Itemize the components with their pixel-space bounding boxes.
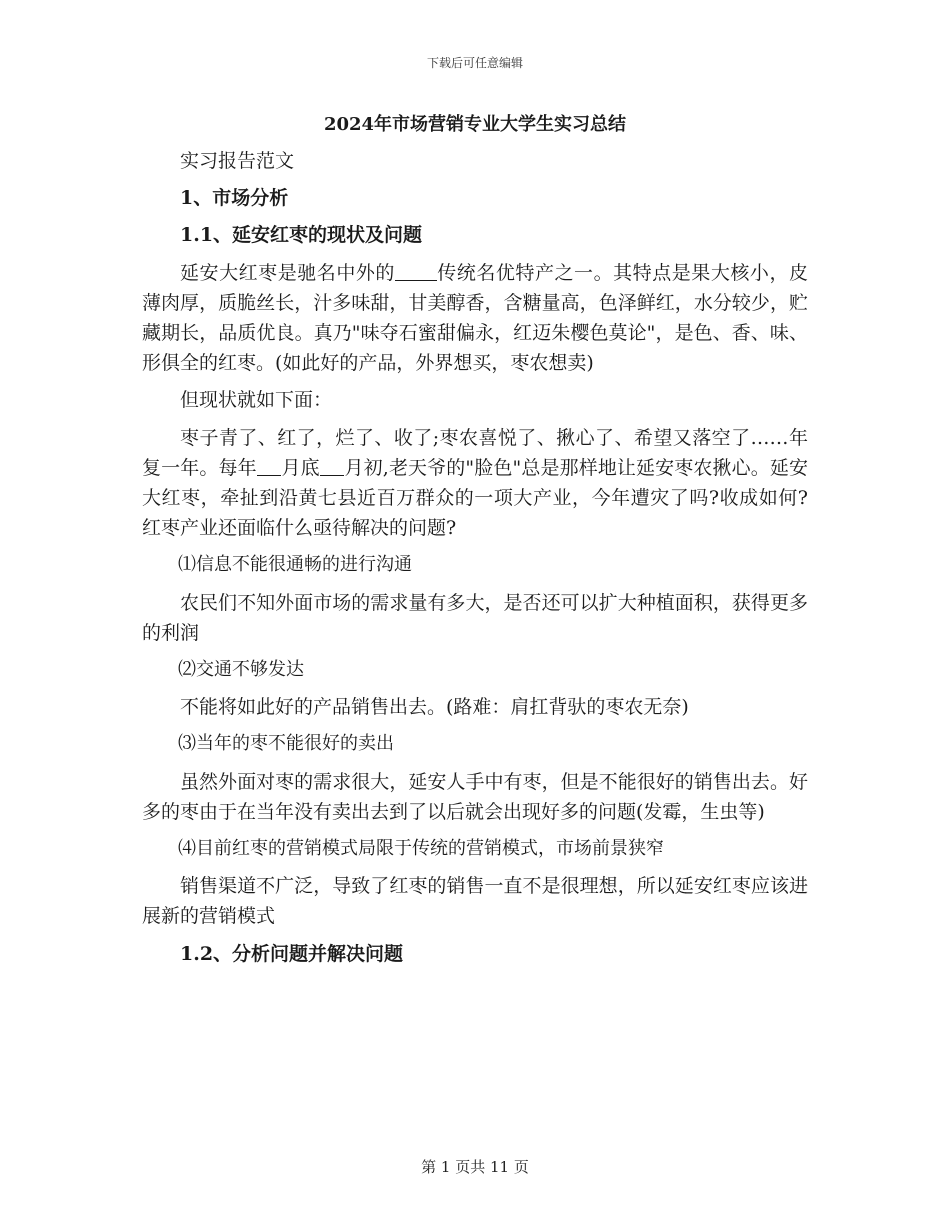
paragraph-status-part-b: 月底 xyxy=(281,456,320,479)
fill-in-blank xyxy=(395,261,437,281)
paragraph-status-lead: 但现状就如下面： xyxy=(180,389,333,412)
fill-in-blank xyxy=(320,456,345,476)
paragraph-intro xyxy=(142,258,808,379)
problem-item-3-body: 虽然外面对枣的需求很大，延安人手中有枣，但是不能很好的销售出去。好多的枣由于在当年没有卖出去到了以后就会出现好多的问题(发霉，生虫等) xyxy=(142,770,808,823)
problem-item-4-title: ⑷目前红枣的营销模式局限于传统的营销模式，市场前景狭窄 xyxy=(178,838,664,860)
section-heading-1-1: 1.1、延安红枣的现状及问题 xyxy=(180,224,423,247)
paragraph-status xyxy=(142,423,808,544)
problem-item-2-body: 不能将如此好的产品销售出去。(路难：肩扛背驮的枣农无奈) xyxy=(180,696,689,719)
problem-item-1-title: ⑴信息不能很通畅的进行沟通 xyxy=(178,554,412,576)
document-title: 2024年市场营销专业大学生实习总结 xyxy=(323,114,627,135)
paragraph-status-part-a: 枣子青了、红了，烂了、收了;枣农喜悦了、揪心了、希望又落空了……年复一年。每年 xyxy=(142,426,808,479)
paragraph-intro-part-a: 延安大红枣是驰名中外的 xyxy=(180,261,395,284)
page-number: 第 1 页共 11 页 xyxy=(421,1158,529,1176)
problem-item-3-title: ⑶当年的枣不能很好的卖出 xyxy=(178,733,394,755)
problem-item-2-title: ⑵交通不够发达 xyxy=(178,659,304,681)
document-subtitle: 实习报告范文 xyxy=(180,150,295,172)
page-header-note: 下载后可任意编辑 xyxy=(426,56,523,70)
document-body xyxy=(142,110,808,976)
section-heading-1: 1、市场分析 xyxy=(180,187,289,210)
problem-item-4-body: 销售渠道不广泛，导致了红枣的销售一直不是很理想，所以延安红枣应该进展新的营销模式 xyxy=(142,875,808,928)
fill-in-blank xyxy=(257,456,282,476)
section-heading-1-2: 1.2、分析问题并解决问题 xyxy=(180,942,404,965)
paragraph-status-part-c: 月初,老天爷的"脸色"总是那样地让延安枣农揪心。延安大红枣，牵扯到沿黄七县近百万群众的一项大产业，今年遭灾了吗?收成如何?红枣产业还面临什么亟待解决的问题? xyxy=(142,456,808,540)
problem-item-1-body: 农民们不知外面市场的需求量有多大，是否还可以扩大种植面积，获得更多的利润 xyxy=(142,591,808,644)
paragraph-intro-part-b: 传统名优特产之一。其特点是果大核小，皮薄肉厚，质脆丝长，汁多味甜，甘美醇香，含糖量高，色泽鲜红，水分较少，贮藏期长，品质优良。真乃"味夺石蜜甜偏永，红迈朱樱色莫论"，是色、香、味、形俱全的红枣。(如此好的产品，外界想买，枣农想卖) xyxy=(142,261,808,375)
